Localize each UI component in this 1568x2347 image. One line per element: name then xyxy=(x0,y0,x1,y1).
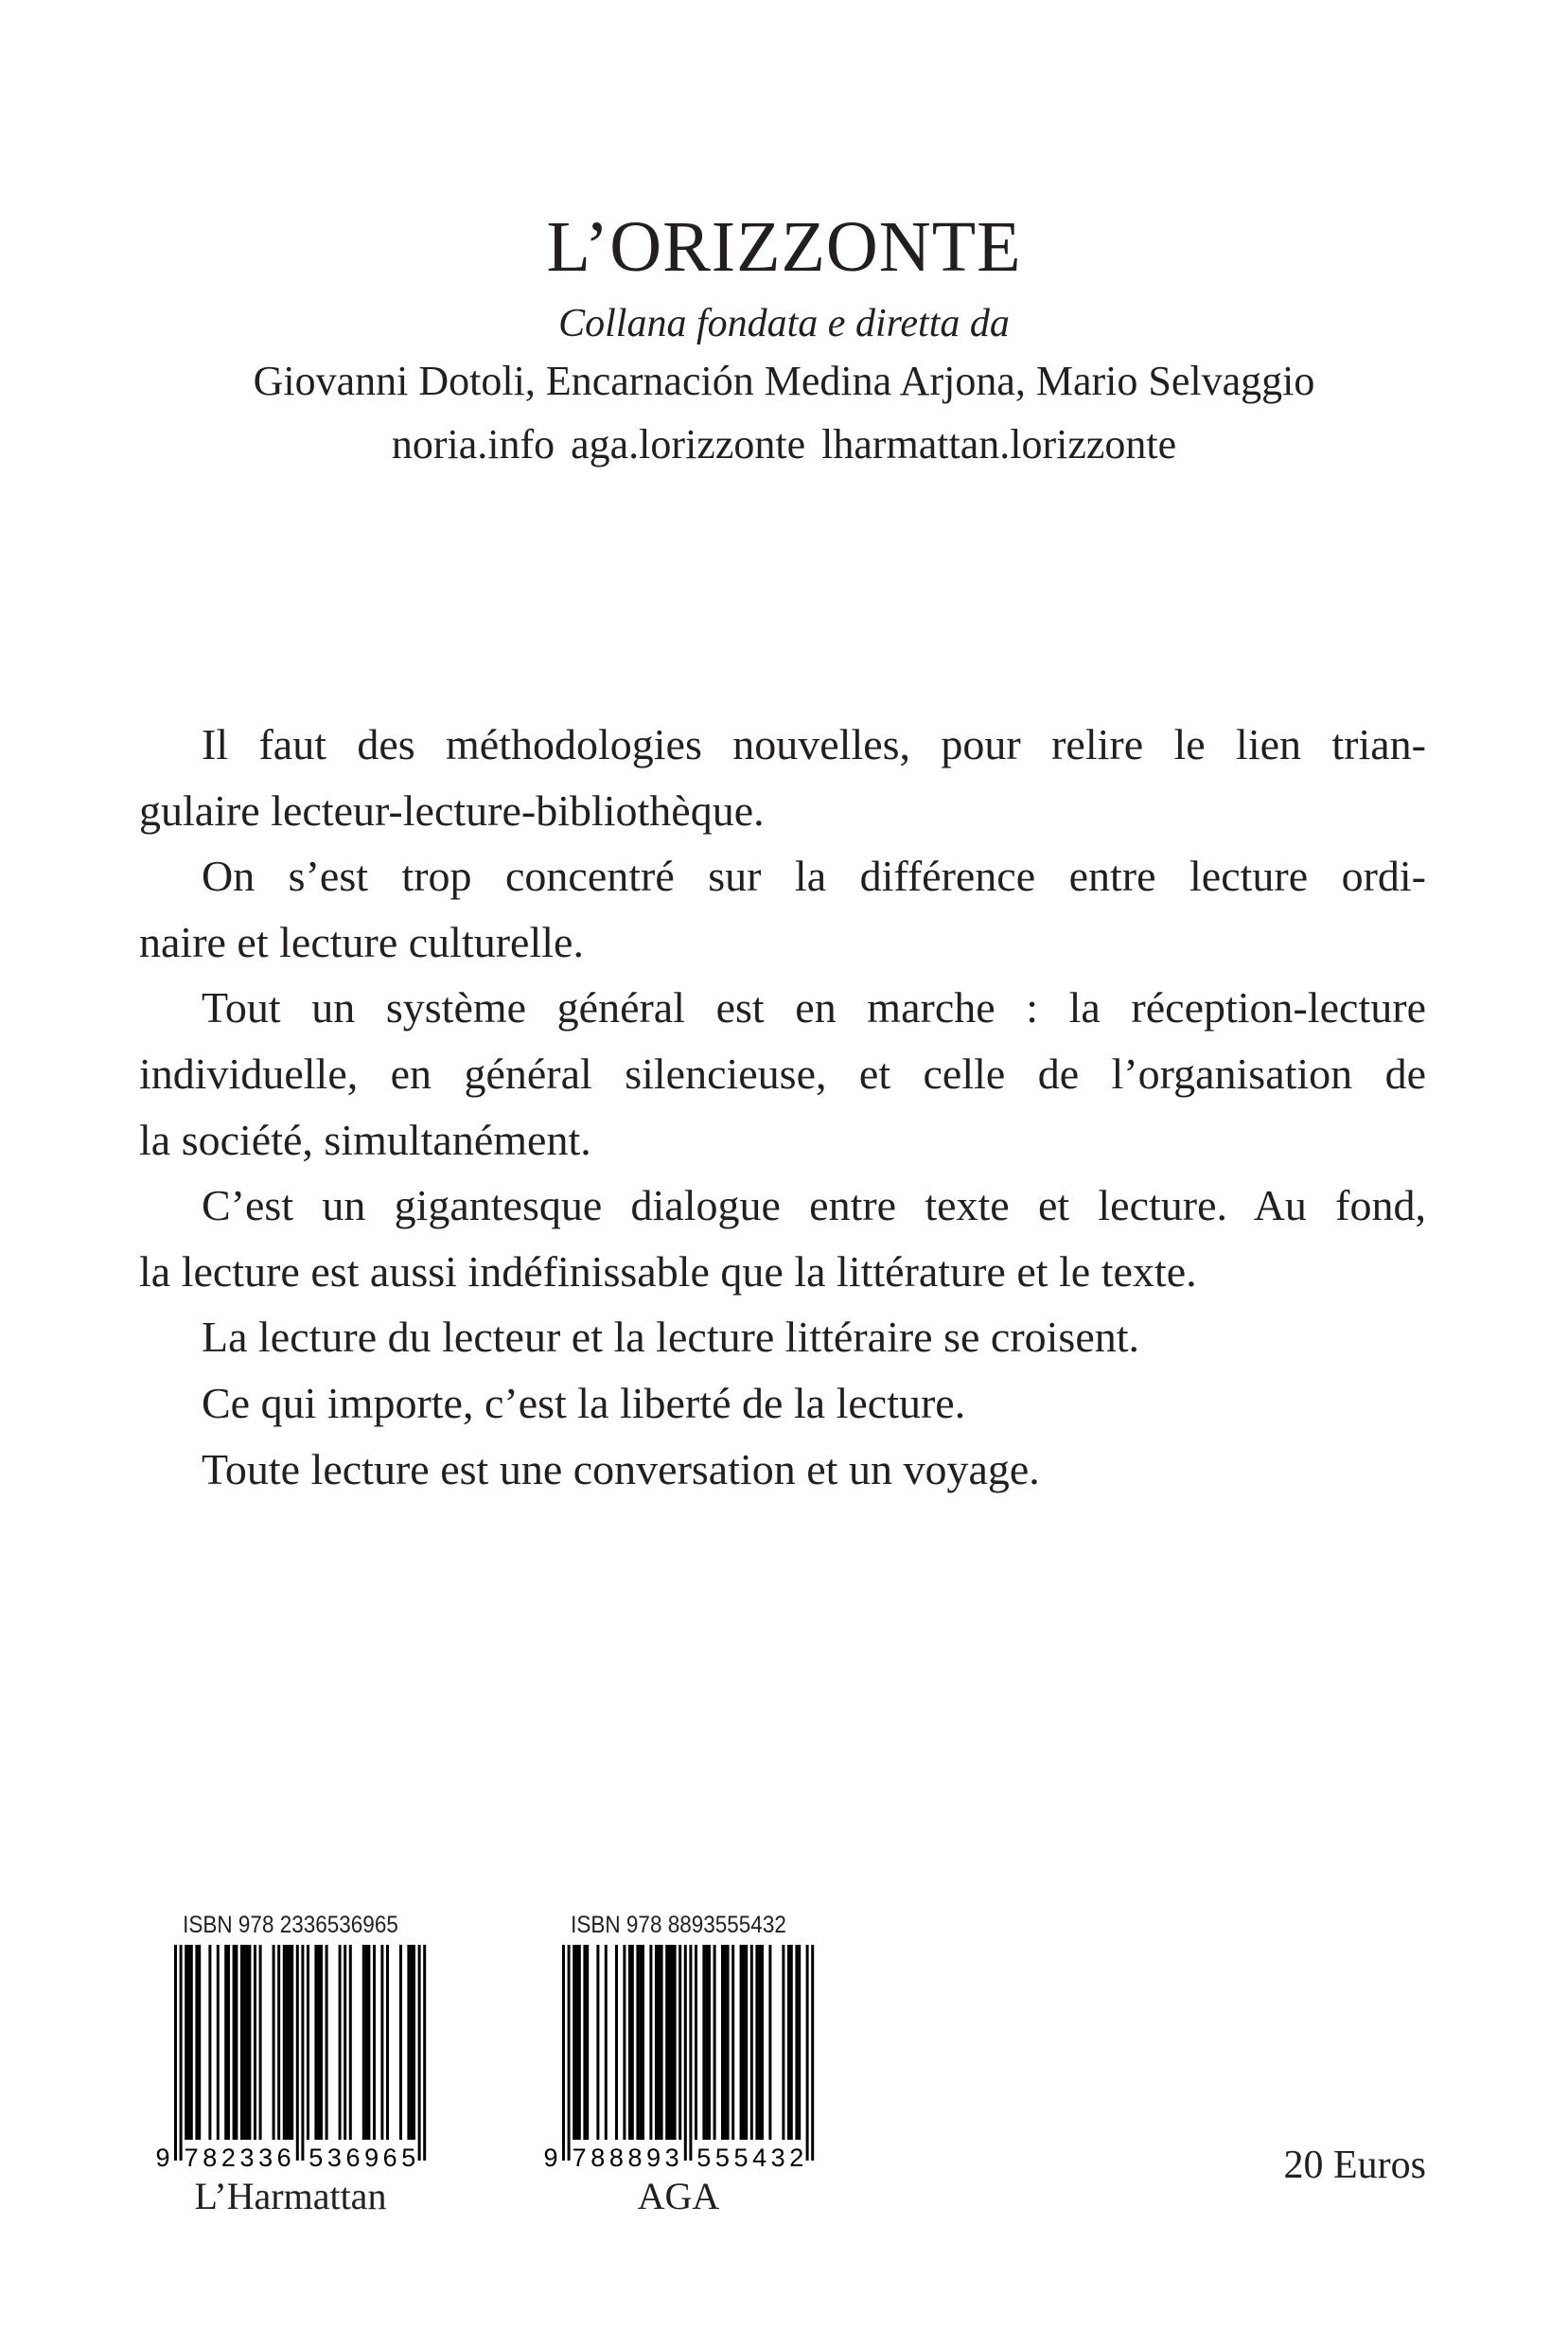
paragraph-line: Ce qui importe, c’est la liberté de la lecture. xyxy=(202,1378,966,1427)
barcode-digit: 3 xyxy=(258,2144,273,2172)
barcode-bar xyxy=(380,1945,383,2140)
barcode-bar xyxy=(283,1945,286,2140)
barcode-bar xyxy=(695,1945,697,2140)
barcode-bar xyxy=(689,1945,692,2161)
barcode-block-aga xyxy=(541,1912,816,2218)
barcode-bar xyxy=(758,1945,761,2140)
barcode-bar xyxy=(768,1945,771,2140)
barcode-bar xyxy=(714,1945,716,2140)
barcode-bar xyxy=(307,1945,309,2140)
barcode-bar xyxy=(301,1945,304,2161)
barcode-bar xyxy=(782,1945,784,2140)
series-title: L’ORIZZONTE xyxy=(546,207,1022,287)
barcode-bar xyxy=(273,1945,275,2140)
barcode-bar xyxy=(240,1945,243,2140)
barcode-bar xyxy=(413,1945,415,2140)
barcode-bar xyxy=(668,1945,671,2140)
barcode-bar xyxy=(195,1945,198,2140)
barcode-bar xyxy=(227,1945,230,2140)
paragraph xyxy=(139,712,1426,843)
barcode-bar xyxy=(418,1945,421,2161)
publisher-name: AGA xyxy=(637,2175,720,2217)
paragraph-line: On s’est trop concentré sur la différence entre lecture ordi- xyxy=(202,852,1426,901)
paragraph-line: Tout un système général est en marche : la réception-lecture xyxy=(202,983,1426,1032)
barcode-digit: 9 xyxy=(155,2144,170,2172)
barcode-digit: 5 xyxy=(714,2144,730,2172)
barcode-bar xyxy=(755,1945,758,2140)
barcode-bar xyxy=(742,1945,745,2140)
barcode-bar xyxy=(642,1945,644,2140)
barcode-bar xyxy=(344,1945,346,2140)
barcode-bar xyxy=(708,1945,711,2140)
barcode-bar xyxy=(320,1945,323,2140)
barcode-bar xyxy=(795,1945,798,2140)
barcode-digit: 8 xyxy=(627,2144,643,2172)
barcode-bar xyxy=(623,1945,625,2140)
barcode-digit: 5 xyxy=(401,2144,416,2172)
barcode-bar xyxy=(562,1945,565,2161)
barcode-bar xyxy=(243,1945,246,2140)
barcode-digit: 8 xyxy=(590,2144,606,2172)
barcode-bar xyxy=(745,1945,748,2140)
barcode-bar xyxy=(180,1945,183,2161)
barcode-bar xyxy=(317,1945,320,2140)
barcode-bar xyxy=(578,1945,581,2140)
barcode-bar xyxy=(798,1945,801,2140)
barcode-bar xyxy=(423,1945,426,2161)
barcode-bar xyxy=(631,1945,634,2140)
barcode-bar xyxy=(761,1945,764,2140)
publisher-name: L’Harmattan xyxy=(194,2175,387,2217)
barcode-bar xyxy=(615,1945,618,2140)
barcode-bar xyxy=(246,1945,249,2140)
barcode-digit: 6 xyxy=(345,2144,361,2172)
barcode-bar xyxy=(605,1945,608,2140)
barcode-digit: 7 xyxy=(184,2144,199,2172)
barcode-bar xyxy=(286,1945,289,2140)
barcode-bar xyxy=(339,1945,342,2140)
barcode-bar xyxy=(731,1945,734,2140)
barcode-bar xyxy=(787,1945,790,2140)
barcode-bar xyxy=(583,1945,586,2140)
barcode-digit: 3 xyxy=(239,2144,255,2172)
barcode-bar xyxy=(208,1945,211,2140)
paragraph-line: Toute lecture est une conversation et un voyage. xyxy=(202,1444,1040,1493)
barcode-bar xyxy=(233,1945,236,2140)
paragraph xyxy=(139,1370,1426,1437)
barcode-digit: 9 xyxy=(364,2144,379,2172)
series-subtitle: Collana fondata e diretta da xyxy=(558,302,1010,345)
paragraph xyxy=(139,1437,1426,1503)
barcode-bar xyxy=(661,1945,663,2140)
paragraph-line: naire et lecture culturelle. xyxy=(139,917,584,966)
barcode-digit: 5 xyxy=(696,2144,712,2172)
ean13-barcode xyxy=(153,1945,428,2172)
isbn-label: ISBN 978 8893555432 xyxy=(571,1912,786,1938)
barcode-bar xyxy=(684,1945,687,2161)
barcode-bar xyxy=(658,1945,661,2140)
barcode-bar xyxy=(750,1945,753,2140)
paragraph-line: Il faut des méthodologies nouvelles, pour relire le lien trian- xyxy=(202,720,1426,768)
paragraph xyxy=(139,975,1426,1173)
barcode-digit: 3 xyxy=(326,2144,342,2172)
barcode-bar xyxy=(367,1945,370,2140)
barcode-digit: 4 xyxy=(752,2144,767,2172)
barcode-bar xyxy=(811,1945,814,2161)
barcode-digit: 2 xyxy=(789,2144,804,2172)
isbn-label: ISBN 978 2336536965 xyxy=(183,1912,398,1938)
paragraph xyxy=(139,1304,1426,1370)
barcode-bar xyxy=(291,1945,293,2140)
paragraph-line: La lecture du lecteur et la lecture littéraire se croisent. xyxy=(202,1313,1140,1362)
barcode-digit: 5 xyxy=(308,2144,324,2172)
barcode-bar xyxy=(174,1945,177,2161)
barcode-bar xyxy=(727,1945,730,2140)
barcode-bar xyxy=(410,1945,413,2140)
barcode-digit: 9 xyxy=(543,2144,558,2172)
paragraph-line: C’est un gigantesque dialogue entre texte et lecture. Au fond, xyxy=(202,1181,1426,1230)
barcode-bar xyxy=(185,1945,187,2140)
paragraph-line: individuelle, en général silencieuse, et celle de l’organisation de xyxy=(139,1049,1426,1098)
paragraph-line: la société, simultanément. xyxy=(139,1115,591,1164)
barcode-bar xyxy=(636,1945,639,2140)
barcode-bar xyxy=(575,1945,578,2140)
barcode-bar xyxy=(217,1945,220,2140)
barcode-bar xyxy=(373,1945,376,2140)
back-cover-text xyxy=(139,712,1426,1502)
barcode-bar xyxy=(259,1945,262,2140)
barcode-digit: 2 xyxy=(220,2144,236,2172)
barcode-bar xyxy=(399,1945,402,2140)
barcode-digit: 3 xyxy=(770,2144,785,2172)
barcode-bar xyxy=(678,1945,681,2140)
barcode-bar xyxy=(362,1945,365,2140)
barcode-digit: 5 xyxy=(733,2144,749,2172)
paragraph-line: la lecture est aussi indéfinissable que la littérature et le texte. xyxy=(139,1246,1197,1296)
barcode-bar xyxy=(314,1945,317,2140)
barcode-bar xyxy=(705,1945,708,2140)
barcode-bar xyxy=(721,1945,724,2140)
barcode-bar xyxy=(665,1945,668,2140)
barcode-bar xyxy=(198,1945,201,2140)
barcode-bar xyxy=(596,1945,599,2140)
barcode-digit: 8 xyxy=(203,2144,218,2172)
barcode-bar xyxy=(573,1945,575,2140)
barcode-bar xyxy=(190,1945,193,2140)
barcode-bar xyxy=(235,1945,238,2140)
barcode-digit: 8 xyxy=(608,2144,624,2172)
barcode-bar xyxy=(806,1945,809,2161)
barcode-bar xyxy=(639,1945,642,2140)
barcode-bar xyxy=(702,1945,705,2140)
barcode-digit: 7 xyxy=(572,2144,587,2172)
barcode-block-lharmattan xyxy=(153,1912,428,2218)
barcode-digit: 6 xyxy=(276,2144,291,2172)
barcode-bar xyxy=(386,1945,389,2140)
barcode-bar xyxy=(790,1945,793,2140)
barcode-bar xyxy=(724,1945,727,2140)
barcode-bar xyxy=(568,1945,571,2161)
barcode-bar xyxy=(349,1945,352,2140)
barcode-bar xyxy=(586,1945,589,2140)
barcode-bar xyxy=(407,1945,410,2140)
barcode-bar xyxy=(277,1945,280,2140)
barcode-bar xyxy=(254,1945,256,2140)
barcode-bar xyxy=(187,1945,190,2140)
paragraph xyxy=(139,1173,1426,1304)
barcode-bar xyxy=(326,1945,328,2140)
barcode-bar xyxy=(288,1945,291,2140)
series-links: noria.info aga.lorizzonte lharmattan.lorizzonte xyxy=(391,421,1177,468)
price: 20 Euros xyxy=(1283,2144,1426,2187)
barcode-bar xyxy=(671,1945,674,2140)
barcode-bar xyxy=(655,1945,658,2140)
barcode-bar xyxy=(674,1945,677,2140)
barcode-bar xyxy=(649,1945,652,2140)
barcode-bar xyxy=(365,1945,368,2140)
barcode-bar xyxy=(628,1945,631,2140)
barcode-bar xyxy=(740,1945,743,2140)
barcode-digit: 3 xyxy=(664,2144,679,2172)
paragraph xyxy=(139,843,1426,975)
barcode-bar xyxy=(296,1945,299,2161)
ean13-barcode xyxy=(541,1945,816,2172)
paragraph-line: gulaire lecteur-lecture-bibliothèque. xyxy=(139,785,765,835)
barcode-digit: 9 xyxy=(646,2144,661,2172)
barcode-digit: 6 xyxy=(382,2144,397,2172)
series-directors: Giovanni Dotoli, Encarnación Medina Arjona, Mario Selvaggio xyxy=(253,358,1315,404)
barcode-bar xyxy=(248,1945,251,2140)
barcode-bar xyxy=(224,1945,227,2140)
